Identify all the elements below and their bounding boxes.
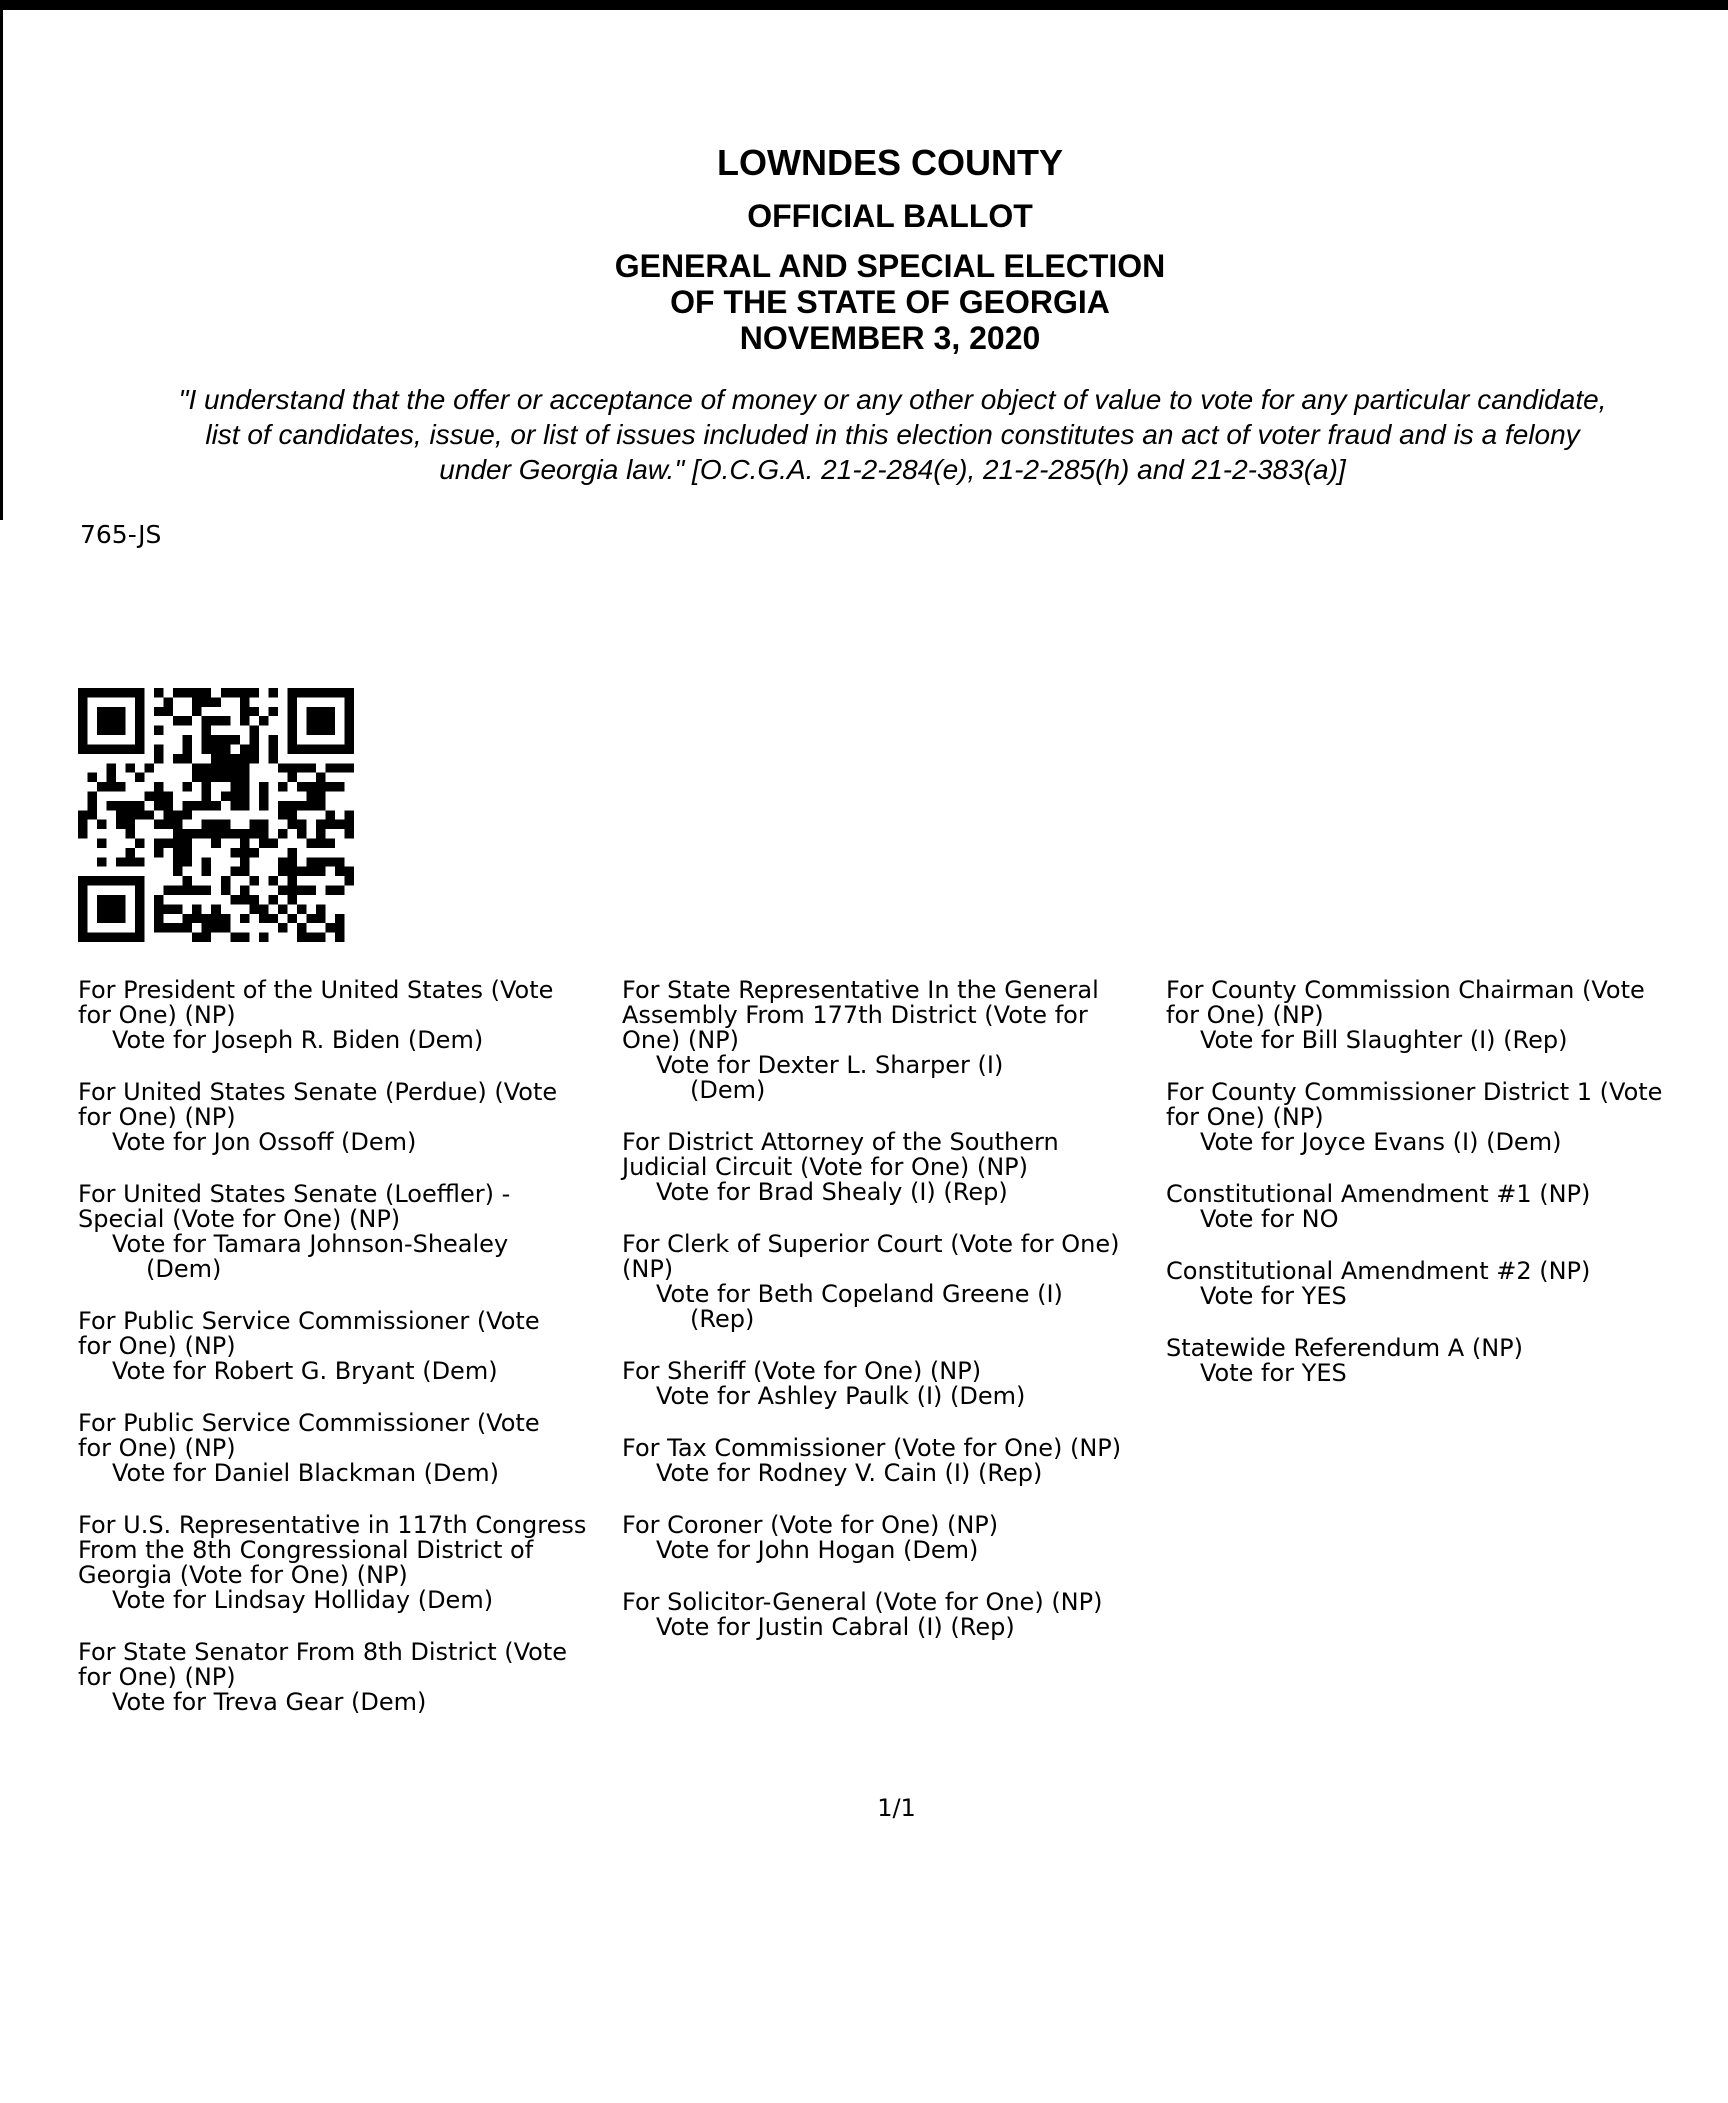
contest-title: for One) (NP) <box>1166 1001 1324 1029</box>
notice-line: list of candidates, issue, or list of issues included in this election constitutes an act of voter fraud and is a felony <box>205 419 1580 450</box>
contest-title: For County Commission Chairman (Vote <box>1166 976 1645 1004</box>
vote-choice: Vote for Ashley Paulk (I) (Dem) <box>656 1382 1026 1410</box>
vote-choice: Vote for NO <box>1200 1205 1339 1233</box>
county-title: LOWNDES COUNTY <box>717 142 1063 183</box>
contest-selection <box>1166 1336 1726 1386</box>
contest-title: for One) (NP) <box>1166 1103 1324 1131</box>
vote-choice: Vote for Dexter L. Sharper (I) <box>656 1051 1004 1079</box>
contest-title: Georgia (Vote for One) (NP) <box>78 1561 408 1589</box>
contest-selection <box>1166 1259 1726 1309</box>
vote-choice: Vote for Bill Slaughter (I) (Rep) <box>1200 1026 1568 1054</box>
qr-code-icon <box>78 688 354 942</box>
contest-selection <box>1166 1182 1726 1232</box>
contest-title: For Sheriff (Vote for One) (NP) <box>622 1357 982 1385</box>
contest-column-2 <box>622 978 1162 1667</box>
contest-title: for One) (NP) <box>78 1434 236 1462</box>
ballot-type: OFFICIAL BALLOT <box>747 198 1033 234</box>
contest-title: Judicial Circuit (Vote for One) (NP) <box>622 1153 1028 1181</box>
vote-choice: Vote for Beth Copeland Greene (I) <box>656 1280 1063 1308</box>
scan-border-top <box>0 0 1728 10</box>
vote-choice: Vote for Lindsay Holliday (Dem) <box>112 1586 494 1614</box>
contest-selection <box>622 1130 1162 1205</box>
vote-choice: (Rep) <box>690 1305 755 1333</box>
vote-choice: Vote for Tamara Johnson-Shealey <box>112 1230 509 1258</box>
contest-title: For County Commissioner District 1 (Vote <box>1166 1078 1663 1106</box>
contest-title: For United States Senate (Perdue) (Vote <box>78 1078 558 1106</box>
vote-choice: Vote for Daniel Blackman (Dem) <box>112 1459 500 1487</box>
contest-title: From the 8th Congressional District of <box>78 1536 534 1564</box>
contest-title: Constitutional Amendment #2 (NP) <box>1166 1257 1591 1285</box>
contest-selection <box>622 978 1162 1103</box>
vote-choice: Vote for Robert G. Bryant (Dem) <box>112 1357 498 1385</box>
contest-selection <box>622 1590 1162 1640</box>
vote-choice: Vote for Brad Shealy (I) (Rep) <box>656 1178 1008 1206</box>
election-date: NOVEMBER 3, 2020 <box>739 320 1041 356</box>
contest-selection <box>78 1309 618 1384</box>
contest-title: For State Representative In the General <box>622 976 1099 1004</box>
contest-title: For Solicitor-General (Vote for One) (NP) <box>622 1588 1103 1616</box>
contest-title: For U.S. Representative in 117th Congress <box>78 1511 587 1539</box>
contest-title: for One) (NP) <box>78 1332 236 1360</box>
vote-choice: Vote for YES <box>1200 1282 1347 1310</box>
contest-selection <box>78 1182 618 1282</box>
vote-choice: Vote for Joseph R. Biden (Dem) <box>112 1026 484 1054</box>
contest-selection <box>622 1232 1162 1332</box>
contest-title: for One) (NP) <box>78 1001 236 1029</box>
vote-choice: Vote for Justin Cabral (I) (Rep) <box>656 1613 1015 1641</box>
vote-choice: Vote for John Hogan (Dem) <box>656 1536 979 1564</box>
vote-choice: Vote for YES <box>1200 1359 1347 1387</box>
vote-choice: (Dem) <box>146 1255 222 1283</box>
contest-title: For State Senator From 8th District (Vote <box>78 1638 568 1666</box>
vote-choice: Vote for Joyce Evans (I) (Dem) <box>1200 1128 1562 1156</box>
contest-selection <box>78 978 618 1053</box>
election-line-1: GENERAL AND SPECIAL ELECTION <box>614 248 1166 284</box>
contest-title: Statewide Referendum A (NP) <box>1166 1334 1523 1362</box>
page-number: 1/1 <box>877 1794 916 1822</box>
contest-selection <box>78 1080 618 1155</box>
contest-selection <box>78 1411 618 1486</box>
contest-selection <box>1166 1080 1726 1155</box>
contest-title: For Coroner (Vote for One) (NP) <box>622 1511 999 1539</box>
contest-title: For United States Senate (Loeffler) - <box>78 1180 511 1208</box>
vote-choice: Vote for Rodney V. Cain (I) (Rep) <box>656 1459 1043 1487</box>
contest-title: for One) (NP) <box>78 1103 236 1131</box>
contest-title: Special (Vote for One) (NP) <box>78 1205 401 1233</box>
contest-column-1 <box>78 978 618 1742</box>
ballot-code: 765-JS <box>80 520 162 549</box>
contest-selection <box>1166 978 1726 1053</box>
contest-title: Assembly From 177th District (Vote for <box>622 1001 1088 1029</box>
contest-title: For Public Service Commissioner (Vote <box>78 1307 540 1335</box>
contest-title: For Clerk of Superior Court (Vote for One) <box>622 1230 1120 1258</box>
contest-title: One) (NP) <box>622 1026 740 1054</box>
contest-column-3 <box>1166 978 1726 1413</box>
voter-fraud-notice <box>70 382 1715 487</box>
vote-choice: Vote for Treva Gear (Dem) <box>112 1688 427 1716</box>
contest-title: (NP) <box>622 1255 674 1283</box>
contest-selection <box>622 1513 1162 1563</box>
vote-choice: Vote for Jon Ossoff (Dem) <box>112 1128 417 1156</box>
contest-title: For President of the United States (Vote <box>78 976 554 1004</box>
contest-title: For Public Service Commissioner (Vote <box>78 1409 540 1437</box>
notice-line: "I understand that the offer or acceptance of money or any other object of value to vote for any particular candidate, <box>178 384 1607 415</box>
ballot-header <box>0 142 1728 356</box>
vote-choice: (Dem) <box>690 1076 766 1104</box>
contest-selection <box>622 1436 1162 1486</box>
contest-title: For District Attorney of the Southern <box>622 1128 1059 1156</box>
contest-title: For Tax Commissioner (Vote for One) (NP) <box>622 1434 1122 1462</box>
contest-title: Constitutional Amendment #1 (NP) <box>1166 1180 1591 1208</box>
election-line-2: OF THE STATE OF GEORGIA <box>670 284 1110 320</box>
contest-selection <box>78 1640 618 1715</box>
contest-selection <box>622 1359 1162 1409</box>
notice-line: under Georgia law." [O.C.G.A. 21-2-284(e), 21-2-285(h) and 21-2-383(a)] <box>439 454 1346 485</box>
contest-selection <box>78 1513 618 1613</box>
contest-title: for One) (NP) <box>78 1663 236 1691</box>
